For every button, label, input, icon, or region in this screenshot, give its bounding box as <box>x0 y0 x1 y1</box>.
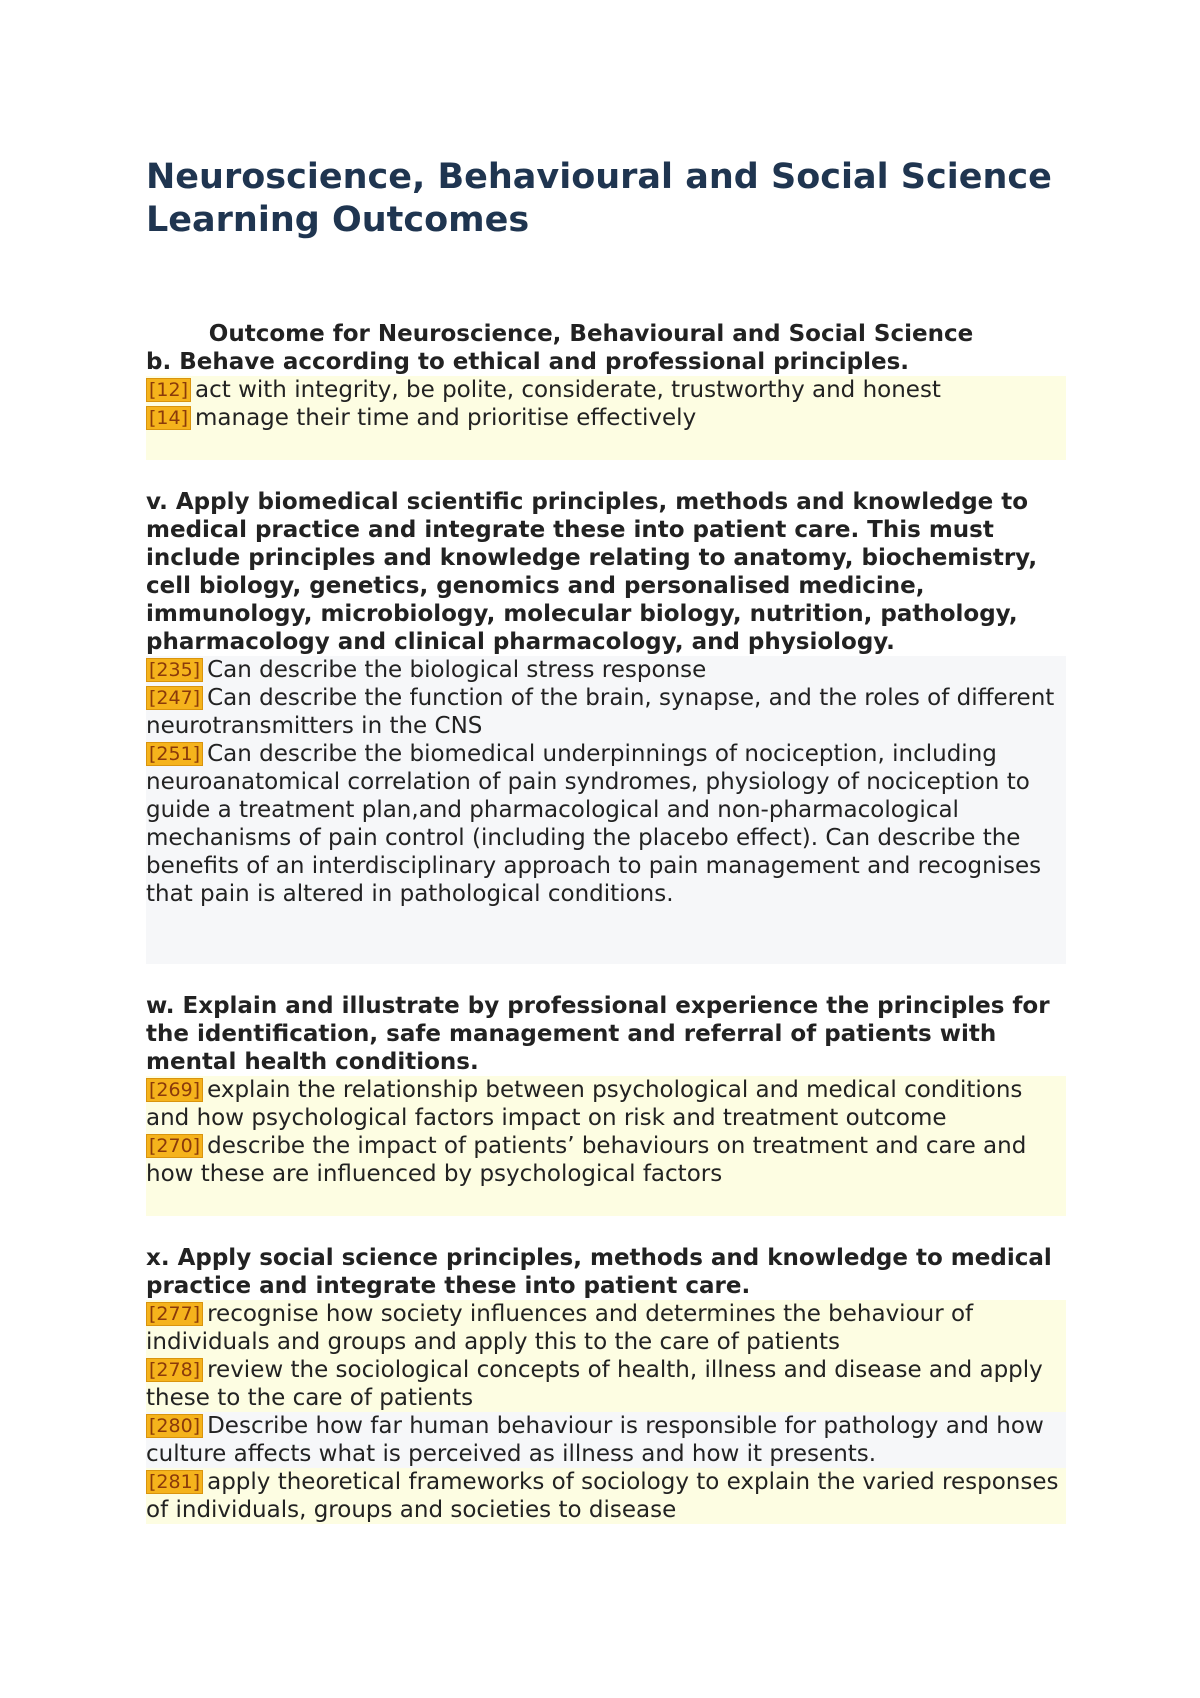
list-spacer <box>146 1188 1066 1216</box>
section-heading: b. Behave according to ethical and professional principles. <box>146 349 910 375</box>
section-heading: w. Explain and illustrate by professional experience the principles for the identification, safe management and referral of patients with mental health conditions. <box>146 993 1050 1075</box>
outcome-text: Describe how far human behaviour is responsible for pathology and how culture affects what is perceived as illness and how it presents. <box>146 1413 1044 1467</box>
outcome-code-badge: [280] <box>146 1414 203 1438</box>
outcome-list <box>146 376 1066 460</box>
list-item <box>146 740 1066 908</box>
section-v <box>146 488 1066 964</box>
outcome-text: describe the impact of patients’ behaviours on treatment and care and how these are influenced by psychological factors <box>146 1133 1027 1187</box>
list-item <box>146 1300 1066 1356</box>
section-heading: v. Apply biomedical scientific principles, methods and knowledge to medical practice and integrate these into patient care. This must include principles and knowledge relating to anatomy, biochemistry, cell biology, genetics, genomics and personalised medicine, immunology, microbiology, molecular biology, nutrition, pathology, pharmacology and clinical pharmacology, and physiology. <box>146 489 1038 655</box>
outcome-table-heading: Outcome for Neuroscience, Behavioural and Social Science <box>208 321 974 347</box>
outcome-code-badge: [277] <box>146 1302 203 1326</box>
list-item <box>146 404 1066 432</box>
section-w <box>146 992 1066 1216</box>
outcome-code-badge: [235] <box>146 658 203 682</box>
outcome-code-badge: [12] <box>146 378 191 402</box>
outcome-text: apply theoretical frameworks of sociology to explain the varied responses of individuals, groups and societies to disease <box>146 1469 1059 1523</box>
section-b <box>146 348 1066 460</box>
outcome-text: Can describe the function of the brain, synapse, and the roles of different neurotransmitters in the CNS <box>146 685 1055 739</box>
list-spacer <box>146 908 1066 964</box>
list-item <box>146 1468 1066 1524</box>
list-item <box>146 684 1066 740</box>
section-x <box>146 1244 1066 1524</box>
list-item <box>146 1076 1066 1132</box>
outcome-list <box>146 656 1066 964</box>
outcome-code-badge: [269] <box>146 1078 203 1102</box>
outcome-code-badge: [247] <box>146 686 203 710</box>
list-item <box>146 376 1066 404</box>
list-item <box>146 1132 1066 1188</box>
list-item <box>146 656 1066 684</box>
outcome-list <box>146 1076 1066 1216</box>
section-gap <box>146 1216 1066 1244</box>
outcome-text: Can describe the biological stress response <box>207 657 707 683</box>
outcome-text: act with integrity, be polite, considerate, trustworthy and honest <box>195 377 941 403</box>
section-gap <box>146 460 1066 488</box>
section-gap <box>146 964 1066 992</box>
outcome-text: review the sociological concepts of health, illness and disease and apply these to the care of patients <box>146 1357 1043 1411</box>
outcome-text: recognise how society influences and determines the behaviour of individuals and groups and apply this to the care of patients <box>146 1301 974 1355</box>
list-item <box>146 1412 1066 1468</box>
outcome-code-badge: [278] <box>146 1358 203 1382</box>
document-title: Neuroscience, Behavioural and Social Science Learning Outcomes <box>146 157 1052 240</box>
outcome-code-badge: [281] <box>146 1470 203 1494</box>
outcome-text: explain the relationship between psychological and medical conditions and how psychological factors impact on risk and treatment outcome <box>146 1077 1023 1131</box>
document-page <box>146 156 1066 1524</box>
outcome-code-badge: [14] <box>146 406 191 430</box>
list-spacer <box>146 432 1066 460</box>
outcome-text: Can describe the biomedical underpinnings of nociception, including neuroanatomical correlation of pain syndromes, physiology of nociception to guide a treatment plan,and pharmacological and non-pharmacological mechanisms of pain control (including the placebo effect). Can describe the benefits of an interdisciplinary approach to pain management and recognises that pain is altered in pathological conditions. <box>146 741 1042 907</box>
list-item <box>146 1356 1066 1412</box>
outcome-list <box>146 1300 1066 1524</box>
outcome-code-badge: [251] <box>146 742 203 766</box>
outcome-code-badge: [270] <box>146 1134 203 1158</box>
outcome-text: manage their time and prioritise effectively <box>195 405 697 431</box>
section-heading: x. Apply social science principles, methods and knowledge to medical practice and integrate these into patient care. <box>146 1245 1052 1299</box>
